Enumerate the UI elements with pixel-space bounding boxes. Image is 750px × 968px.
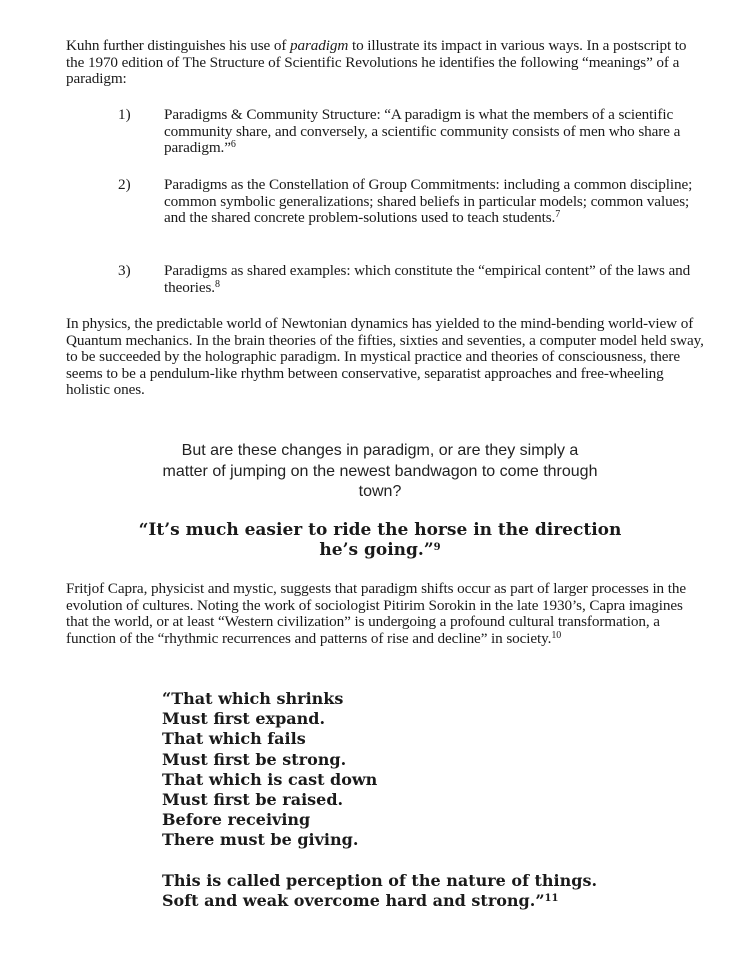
intro-text-end: to illustrate its impact in various ways. In a postscript to the 1970 edition of The Structure of Scientific Revolutions he identifies the following “meanings” of a paradigm:: [66, 37, 687, 88]
poem-line: That which is cast down: [162, 769, 378, 789]
list-item-body: Paradigms & Community Structure: “A paradigm is what the members of a scientific community share, and conversely, a scientific community consists of men who share a paradigm.”: [164, 106, 681, 157]
list-item-body: Paradigms as shared examples: which constitute the “empirical content” of the laws and theories.: [164, 262, 691, 296]
capra-paragraph: [66, 581, 706, 647]
footnote-ref: 7: [555, 209, 561, 221]
footnote-ref: 8: [214, 278, 220, 290]
poem-line: Must first be raised.: [162, 790, 344, 810]
horse-quote: [130, 520, 630, 560]
list-item-body: Paradigms as the Constellation of Group Commitments: including a common discipline; common symbolic generalizations; shared beliefs in particular models; common values; and the shared concrete problem-solutions used to teach students.: [164, 176, 693, 227]
poem-line: Before receiving: [162, 810, 311, 830]
horse-quote-text: “It’s much easier to ride the horse in the direction he’s going.”: [138, 520, 622, 560]
intro-paragraph: [66, 38, 706, 88]
intro-text-start: Kuhn further distinguishes his use of: [66, 37, 290, 54]
closing-quote-text: This is called perception of the nature of things. Soft and weak overcome hard and strong.”: [162, 871, 598, 911]
capra-paragraph-text: Fritjof Capra, physicist and mystic, suggests that paradigm shifts occur as part of larger processes in the evolution of cultures. Noting the work of sociologist Pitirim Sorokin in the late 1930’s, Capra imagines that the world, or at least “Western civilization” is undergoing a profound cultural transformation, a function of the “rhythmic recurrences and patterns of rise and decline” in society.: [66, 580, 687, 647]
list-item-number: 3): [118, 262, 131, 279]
footnote-ref: 9: [433, 542, 441, 553]
list-item-text: [164, 107, 709, 157]
closing-quote: [162, 871, 602, 911]
footnote-ref: 10: [551, 629, 562, 641]
list-item-number: 1): [118, 106, 131, 123]
poem-line: There must be giving.: [162, 830, 359, 850]
poem-line: That which fails: [162, 729, 306, 749]
list-item-text: [164, 263, 709, 296]
question-callout: But are these changes in paradigm, or are they simply a matter of jumping on the newest bandwagon to come through town?: [162, 442, 598, 500]
list-item-number: 2): [118, 176, 131, 193]
list-item-text: [164, 177, 709, 227]
poem-line: Must first be strong.: [162, 749, 347, 769]
physics-paragraph: In physics, the predictable world of Newtonian dynamics has yielded to the mind-bending world-view of Quantum mechanics. In the brain theories of the fifties, sixties and seventies, a computer model held sway, to be succeeded by the holographic paradigm. In mystical practice and theories of consciousness, there seems to be a pendulum-like rhythm between conservative, separatist approaches and free-wheeling holistic ones.: [66, 315, 704, 399]
footnote-ref: 6: [230, 139, 236, 151]
poem-line: Must first expand.: [162, 709, 326, 729]
intro-italic-term: paradigm: [290, 37, 349, 54]
footnote-ref: 11: [544, 893, 559, 905]
poem-line: “That which shrinks: [162, 689, 344, 708]
poem: [162, 689, 377, 851]
